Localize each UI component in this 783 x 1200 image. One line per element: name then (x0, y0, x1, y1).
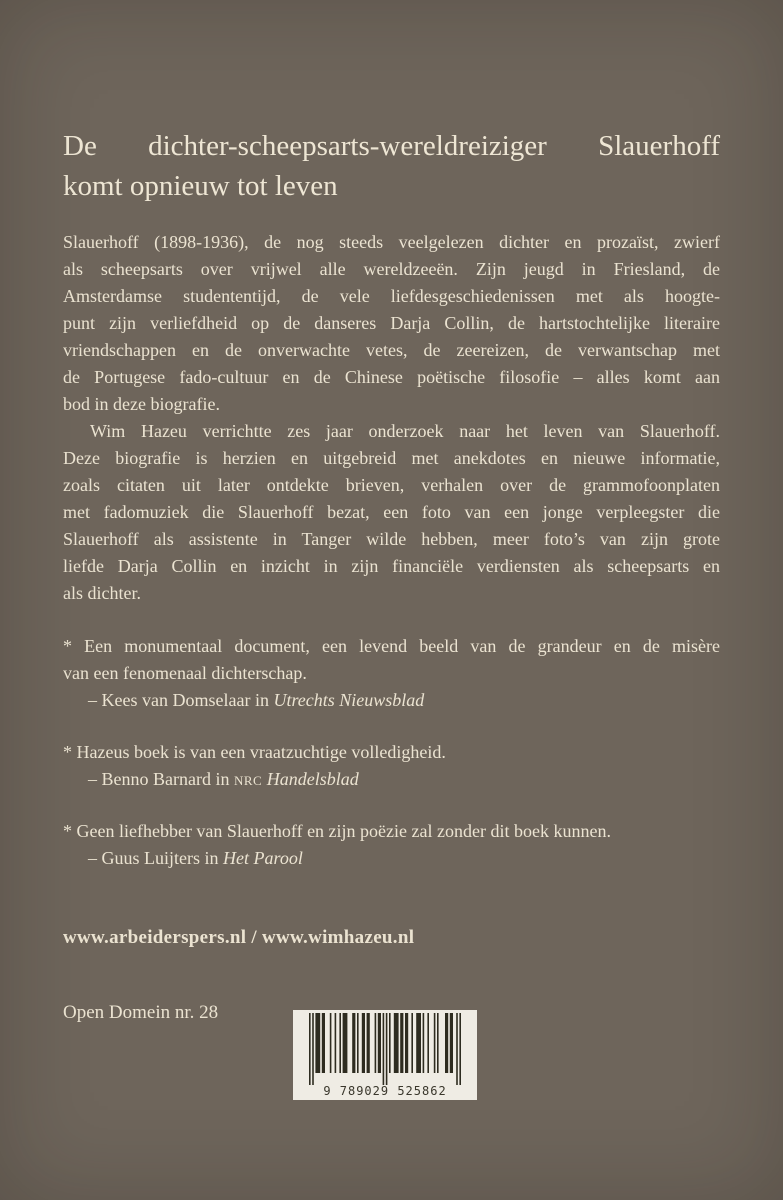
press-quote (63, 633, 720, 714)
text-line: Slauerhoff als assistente in Tanger wilde hebben, meer foto’s van zijn grote (63, 529, 720, 549)
attribution-part: – Guus Luijters in (88, 848, 223, 868)
text-line: * Een monumentaal document, een levend beeld van de grandeur en de misère (63, 636, 720, 656)
text-line: Wim Hazeu verrichtte zes jaar onderzoek naar het leven van Slauerhoff. (90, 421, 720, 441)
barcode-number: 9 789029 525862 (323, 1084, 447, 1098)
text-line: als scheepsarts over vrijwel alle wereldzeeën. Zijn jeugd in Friesland, de (63, 259, 720, 279)
press-quote (63, 739, 720, 793)
text-line: liefde Darja Collin en inzicht in zijn financiële verdiensten als scheepsarts en (63, 556, 720, 576)
attribution-part: nrc (233, 769, 263, 789)
barcode-bars (309, 1013, 461, 1085)
text-line: met fadomuziek die Slauerhoff bezat, een foto van een jonge verpleegster die (63, 502, 720, 522)
text-line: * Geen liefhebber van Slauerhoff en zijn poëzie zal zonder dit boek kunnen. (63, 821, 611, 841)
press-quotes (63, 633, 720, 872)
barcode (293, 1010, 477, 1100)
blurb-text (63, 229, 720, 607)
quote-attribution (63, 766, 720, 793)
text-line: Amsterdamse studententijd, de vele liefdesgeschiedenissen met als hoogte- (63, 286, 720, 306)
text-line: Deze biografie is herzien en uitgebreid met anekdotes en nieuwe informatie, (63, 448, 720, 468)
blurb-paragraph (63, 418, 720, 607)
attribution-part: Utrechts Nieuwsblad (273, 690, 425, 710)
book-title (63, 126, 720, 206)
text-line: Slauerhoff (1898-1936), de nog steeds veelgelezen dichter en prozaïst, zwierf (63, 232, 720, 252)
text-line: zoals citaten uit later ontdekte brieven, verhalen over de grammofoonplaten (63, 475, 720, 495)
quote-attribution (63, 687, 720, 714)
press-quote (63, 818, 720, 872)
series-label: Open Domein nr. 28 (63, 1002, 219, 1023)
text-line: komt opnieuw tot leven (63, 170, 338, 202)
text-line: punt zijn verliefdheid op de danseres Darja Collin, de hartstochtelijke literaire (63, 313, 720, 333)
text-line: van een fenomenaal dichterschap. (63, 663, 307, 683)
attribution-part: – Kees van Domselaar in (88, 690, 274, 710)
attribution-part: Handelsblad (262, 769, 359, 789)
text-line: De dichter-scheepsarts-wereldreiziger Slauerhoff (63, 130, 720, 162)
text-line: de Portugese fado-cultuur en de Chinese poëtische filosofie – alles komt aan (63, 367, 720, 387)
attribution-part: – Benno Barnard in (88, 769, 234, 789)
text-line: als dichter. (63, 583, 141, 603)
publisher-websites: www.arbeiderspers.nl / www.wimhazeu.nl (63, 927, 415, 948)
blurb-paragraph (63, 229, 720, 418)
quote-attribution (63, 845, 720, 872)
text-line: vriendschappen en de onverwachte vetes, de zeereizen, de verwantschap met (63, 340, 720, 360)
text-line: * Hazeus boek is van een vraatzuchtige volledigheid. (63, 742, 446, 762)
text-line: bod in deze biografie. (63, 394, 220, 414)
attribution-part: Het Parool (223, 848, 303, 868)
